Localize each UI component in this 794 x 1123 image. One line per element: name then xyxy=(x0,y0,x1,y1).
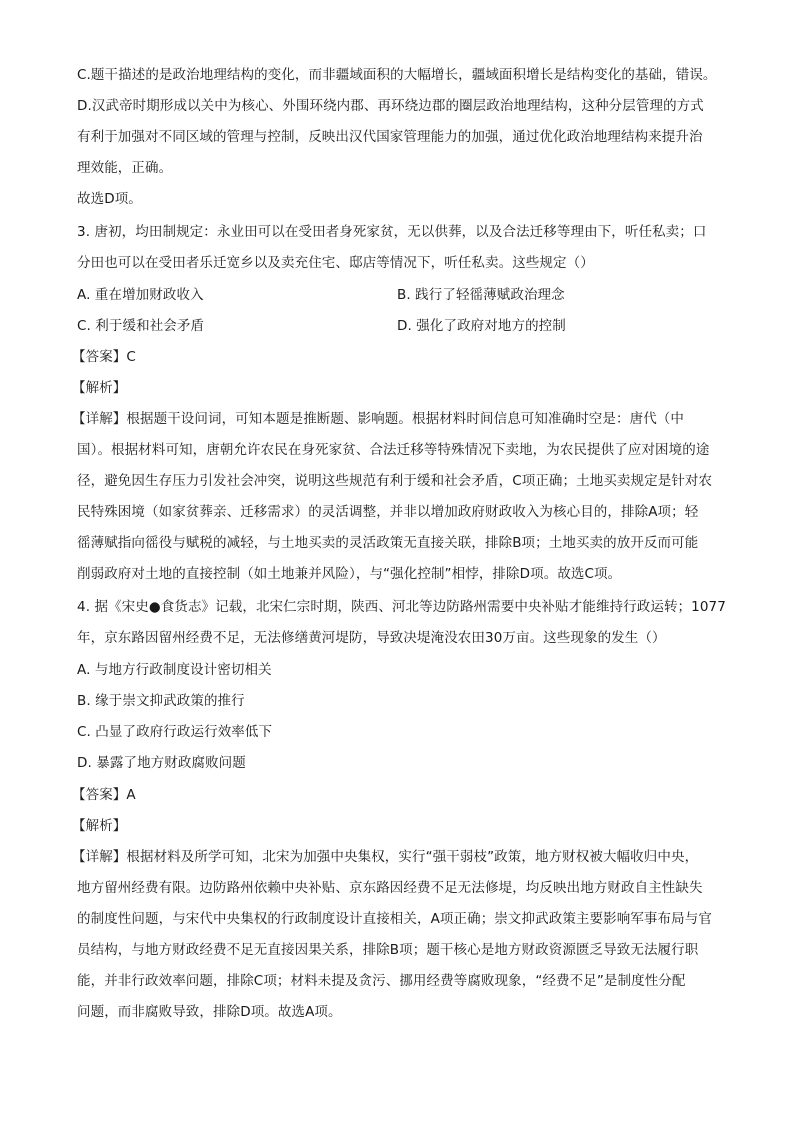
question-4-detail-line5: 能，并非行政效率问题，排除C项；材料未提及贪污、挪用经费等腐败现象，“经费不足”是制度性分配 xyxy=(77,973,686,989)
question-4-detail-line3: 的制度性问题，与宋代中央集权的行政制度设计直接相关，A项正确；崇文抑武政策主要影响军事布局与官 xyxy=(77,911,712,927)
question-3-analysis-label: 【解析】 xyxy=(72,380,127,396)
question-4-detail-line1: 【详解】根据材料及所学可知，北宋为加强中央集权，实行“强干弱枝”政策，地方财权被大幅收归中央， xyxy=(72,849,699,865)
question-3-stem-line1: 3. 唐初，均田制规定：永业田可以在受田者身死家贫，无以供葬，以及合法迁移等理由下，听任私卖；口 xyxy=(77,224,707,240)
question-3-detail-line1: 【详解】根据题干设问词，可知本题是推断题、影响题。根据材料时间信息可知准确时空是：唐代（中 xyxy=(72,411,684,427)
question-3-detail-line2: 国）。根据材料可知，唐朝允许农民在身死家贫、合法迁移等特殊情况下卖地，为农民提供了应对困境的途 xyxy=(77,442,710,458)
question-3-detail-line3: 径，避免因生存压力引发社会冲突，说明这些规范有利于缓和社会矛盾，C项正确；土地买卖规定是针对农 xyxy=(77,473,713,489)
question-3-stem-line2: 分田也可以在受田者乐迁宽乡以及卖充住宅、邸店等情况下，听任私卖。这些规定（） xyxy=(77,255,594,271)
question-3-option-a: A. 重在增加财政收入 xyxy=(77,287,204,303)
choose-statement: 故选D项。 xyxy=(77,191,142,207)
question-3-option-c: C. 利于缓和社会矛盾 xyxy=(77,318,205,334)
question-4-stem-line1: 4. 据《宋史●食货志》记载，北宋仁宗时期，陕西、河北等边防路州需要中央补贴才能维持行政运转；1077 xyxy=(77,599,726,615)
question-4-detail-line6: 问题，而非腐败导致，排除D项。故选A项。 xyxy=(77,1004,342,1020)
question-4-detail-line4: 员结构，与地方财政经费不足无直接因果关系，排除B项；题干核心是地方财政资源匮乏导致无法履行职 xyxy=(77,942,699,958)
question-3-answer: 【答案】C xyxy=(72,349,136,365)
question-3-option-d: D. 强化了政府对地方的控制 xyxy=(397,318,566,334)
question-4-option-b: B. 缘于崇文抑武政策的推行 xyxy=(77,693,245,709)
question-4-analysis-label: 【解析】 xyxy=(72,818,127,834)
question-3-detail-line6: 削弱政府对土地的直接控制（如土地兼并风险），与“强化控制”相悖，排除D项。故选C项。 xyxy=(77,566,622,582)
question-3-detail-line4: 民特殊困境（如家贫葬亲、迁移需求）的灵活调整，并非以增加政府财政收入为核心目的，排除A项；轻 xyxy=(77,504,699,520)
option-analysis-d-line1: D.汉武帝时期形成以关中为核心、外围环绕内郡、再环绕边郡的圈层政治地理结构，这种分层管理的方式 xyxy=(77,98,704,114)
question-4-option-d: D. 暴露了地方财政腐败问题 xyxy=(77,755,246,771)
option-analysis-c: C.题干描述的是政治地理结构的变化，而非疆域面积的大幅增长，疆域面积增长是结构变化的基础，错误。 xyxy=(77,67,717,83)
question-4-option-c: C. 凸显了政府行政运行效率低下 xyxy=(77,724,273,740)
option-analysis-d-line3: 理效能，正确。 xyxy=(77,160,173,176)
question-4-answer: 【答案】A xyxy=(72,787,136,803)
question-4-stem-line2: 年，京东路因留州经费不足，无法修缮黄河堤防，导致决堤淹没农田30万亩。这些现象的发生（） xyxy=(77,630,666,646)
question-3-option-b: B. 践行了轻徭薄赋政治理念 xyxy=(397,287,565,303)
question-4-detail-line2: 地方留州经费有限。边防路州依赖中央补贴、京东路因经费不足无法修堤，均反映出地方财政自主性缺失 xyxy=(77,880,703,896)
question-4-option-a: A. 与地方行政制度设计密切相关 xyxy=(77,662,272,678)
option-analysis-d-line2: 有利于加强对不同区域的管理与控制，反映出汉代国家管理能力的加强，通过优化政治地理结构来提升治 xyxy=(77,129,703,145)
question-3-detail-line5: 徭薄赋指向徭役与赋税的减轻，与土地买卖的灵活政策无直接关联，排除B项；土地买卖的放开反而可能 xyxy=(77,535,699,551)
